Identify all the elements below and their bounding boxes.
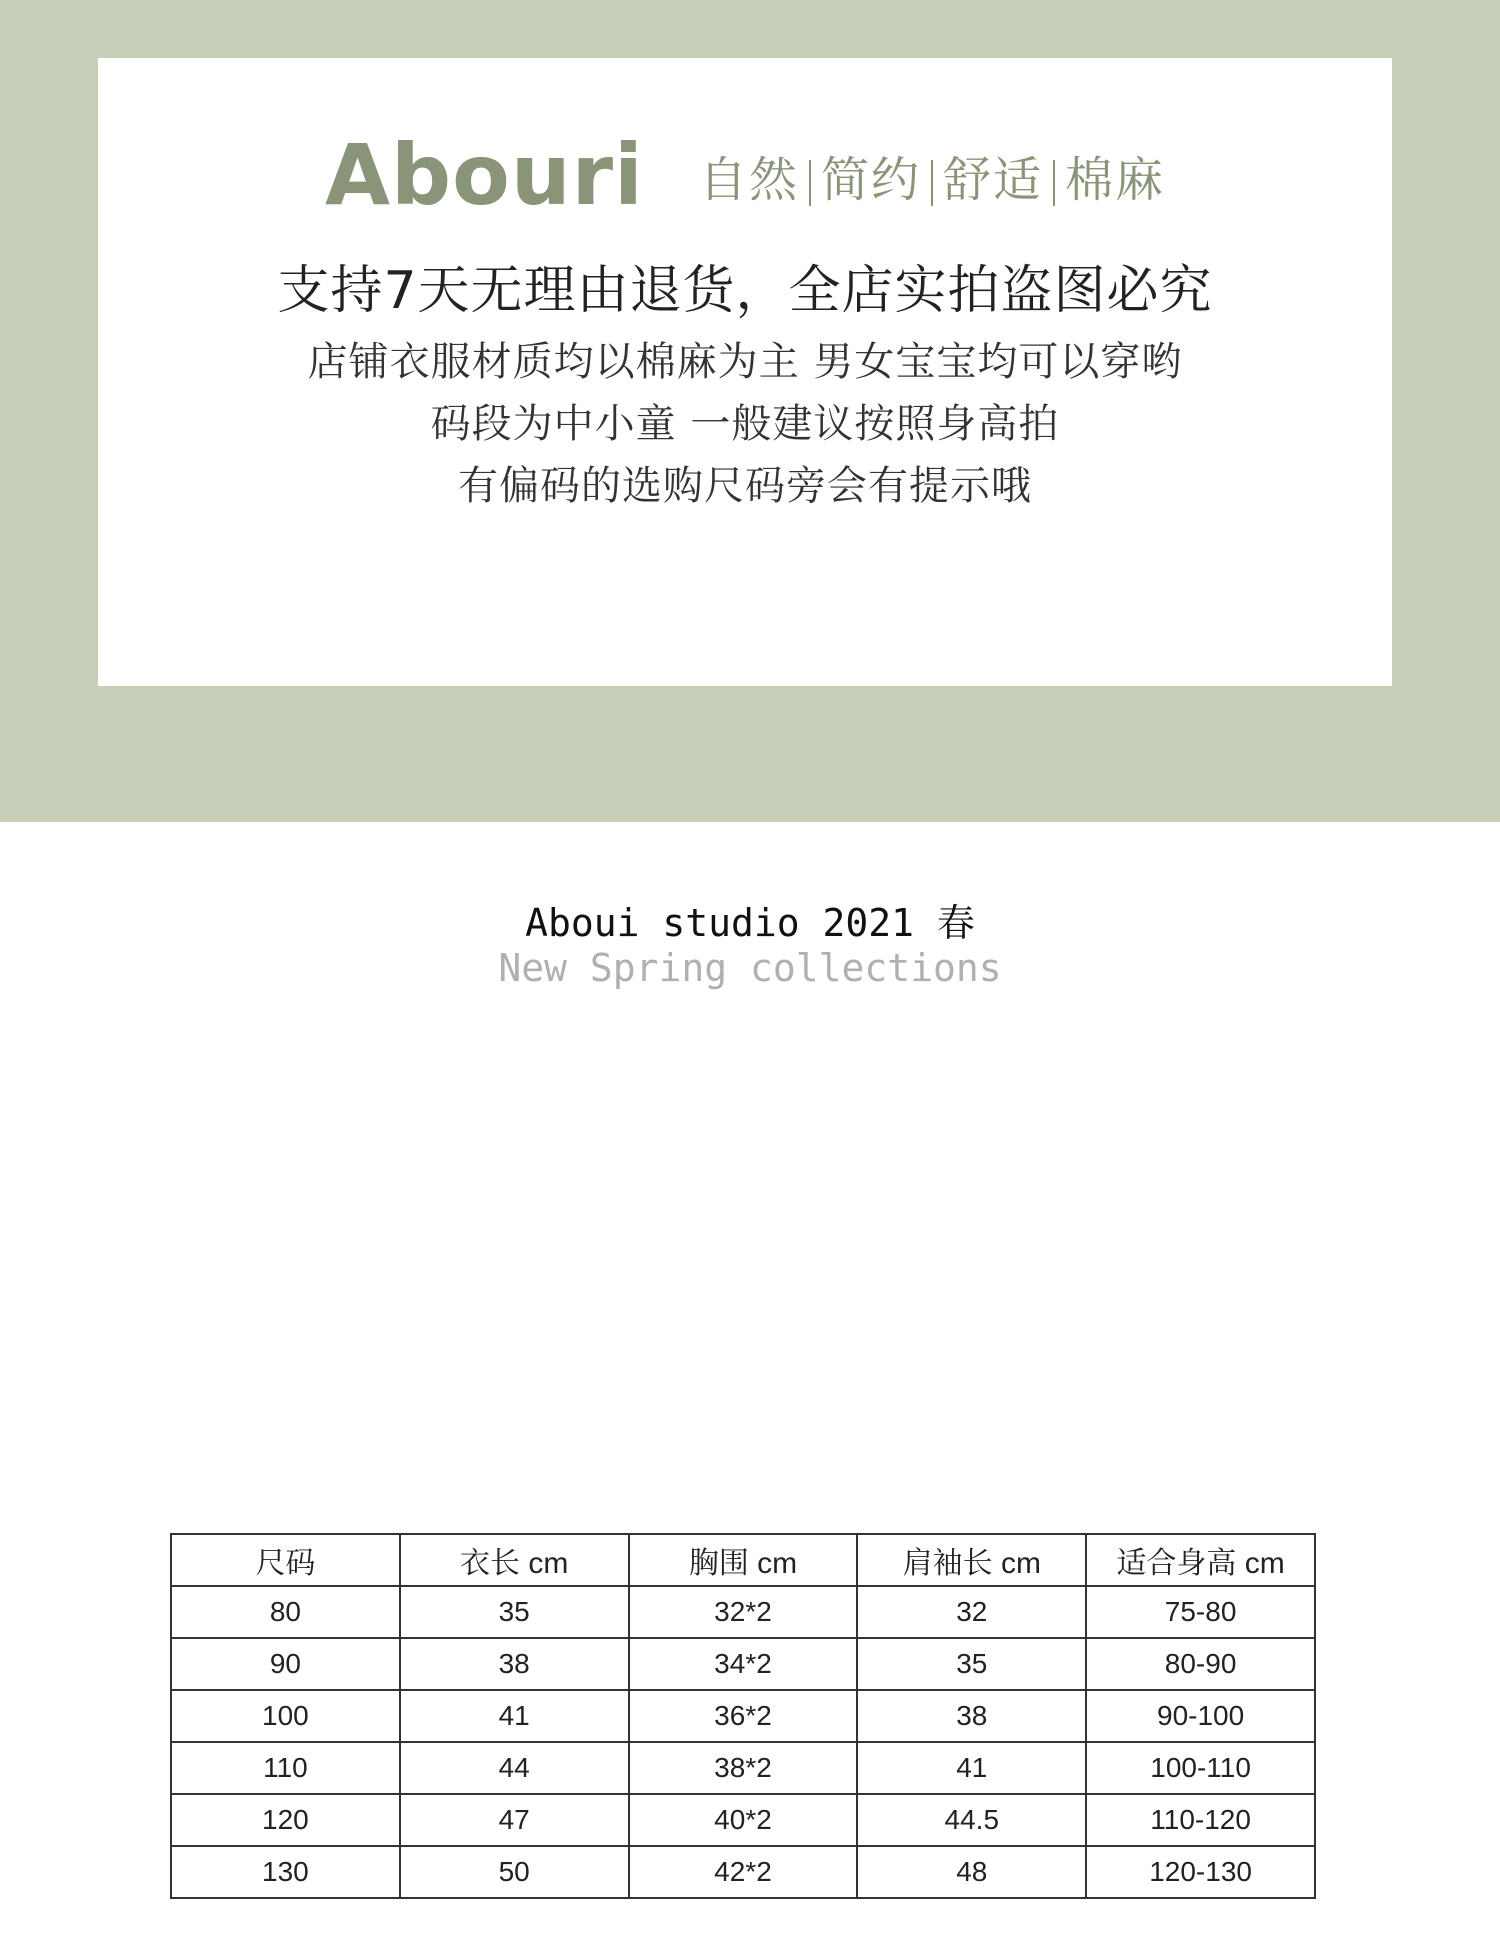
size-chart-table <box>170 1533 1316 1899</box>
table-row <box>171 1794 1315 1846</box>
table-cell: 41 <box>400 1690 629 1742</box>
studio-title: Aboui studio 2021 春 <box>525 901 975 945</box>
table-cell: 130 <box>171 1846 400 1898</box>
table-cell: 42*2 <box>629 1846 858 1898</box>
table-cell: 38 <box>857 1690 1086 1742</box>
table-cell: 100 <box>171 1690 400 1742</box>
table-row <box>171 1690 1315 1742</box>
table-row <box>171 1586 1315 1638</box>
table-cell: 36*2 <box>629 1690 858 1742</box>
return-policy-headline: 支持7天无理由退货，全店实拍盗图必究 <box>277 261 1213 321</box>
tag-divider <box>1053 160 1055 206</box>
table-cell: 40*2 <box>629 1794 858 1846</box>
table-cell: 38*2 <box>629 1742 858 1794</box>
column-header-chest: 胸围 cm <box>629 1534 858 1586</box>
table-cell: 90 <box>171 1638 400 1690</box>
info-card <box>98 58 1392 686</box>
table-cell: 80-90 <box>1086 1638 1315 1690</box>
table-cell: 44 <box>400 1742 629 1794</box>
column-header-height: 适合身高 cm <box>1086 1534 1315 1586</box>
tag-natural: 自然 <box>698 151 799 208</box>
column-header-sleeve: 肩袖长 cm <box>857 1534 1086 1586</box>
tag-cotton-linen: 棉麻 <box>1065 151 1166 208</box>
tag-divider <box>809 160 811 206</box>
table-row <box>171 1638 1315 1690</box>
studio-subtitle: New Spring collections <box>498 946 1002 990</box>
table-cell: 120-130 <box>1086 1846 1315 1898</box>
table-cell: 35 <box>400 1586 629 1638</box>
size-range-note: 码段为中小童 一般建议按照身高拍 <box>430 401 1060 447</box>
table-cell: 47 <box>400 1794 629 1846</box>
tag-comfort: 舒适 <box>942 151 1043 208</box>
table-cell: 32 <box>857 1586 1086 1638</box>
brand-row <box>98 126 1392 224</box>
table-cell: 50 <box>400 1846 629 1898</box>
table-cell: 44.5 <box>857 1794 1086 1846</box>
table-row <box>171 1846 1315 1898</box>
tag-simple: 简约 <box>820 151 921 208</box>
table-row <box>171 1742 1315 1794</box>
brand-tags <box>699 141 1165 210</box>
column-header-size: 尺码 <box>171 1534 400 1586</box>
table-cell: 35 <box>857 1638 1086 1690</box>
table-cell: 75-80 <box>1086 1586 1315 1638</box>
tag-divider <box>931 160 933 206</box>
table-cell: 120 <box>171 1794 400 1846</box>
table-cell: 80 <box>171 1586 400 1638</box>
table-cell: 48 <box>857 1846 1086 1898</box>
table-cell: 41 <box>857 1742 1086 1794</box>
column-header-length: 衣长 cm <box>400 1534 629 1586</box>
table-cell: 90-100 <box>1086 1690 1315 1742</box>
table-cell: 110 <box>171 1742 400 1794</box>
table-cell: 38 <box>400 1638 629 1690</box>
table-cell: 32*2 <box>629 1586 858 1638</box>
size-hint-note: 有偏码的选购尺码旁会有提示哦 <box>458 463 1032 509</box>
brand-logo: Abouri <box>324 126 644 224</box>
table-cell: 110-120 <box>1086 1794 1315 1846</box>
table-cell: 34*2 <box>629 1638 858 1690</box>
table-cell: 100-110 <box>1086 1742 1315 1794</box>
material-note: 店铺衣服材质均以棉麻为主 男女宝宝均可以穿哟 <box>307 339 1183 385</box>
size-chart-header-row <box>171 1534 1315 1586</box>
